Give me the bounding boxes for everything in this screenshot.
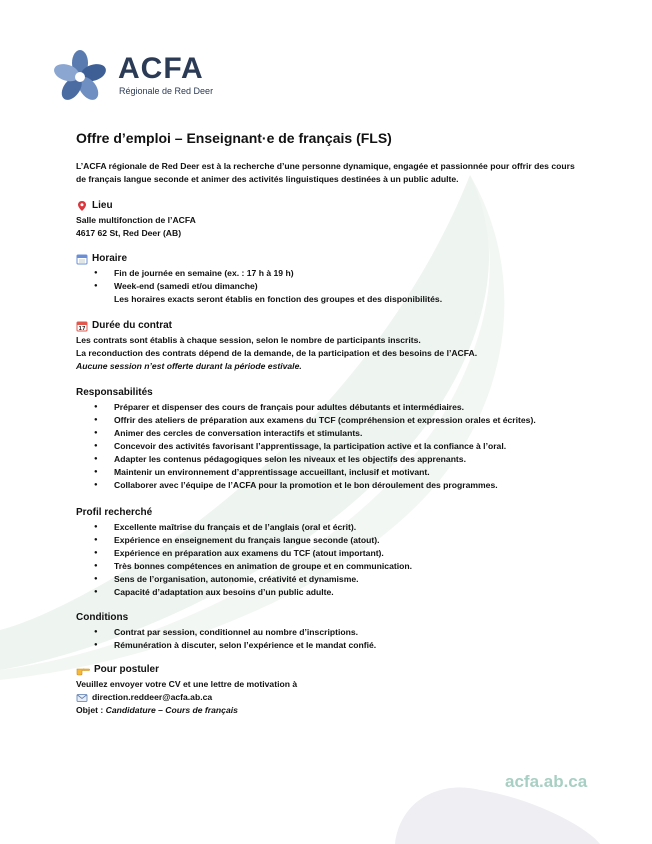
calendar-date-icon: [76, 320, 88, 332]
duree-line: Les contrats sont établis à chaque session, selon le nombre de participants inscrits.: [76, 335, 421, 345]
list-item: ● Adapter les contenus pédagogiques selon les niveaux et les objectifs des apprenants.: [76, 453, 536, 466]
list-item: ● Expérience en préparation aux examens du TCF (atout important).: [76, 547, 412, 560]
section-title-postuler: [76, 663, 297, 676]
horaire-list: [76, 267, 442, 293]
section-heading: Lieu: [92, 200, 113, 211]
section-profil: [76, 506, 412, 599]
list-item: ● Animer des cercles de conversation interactifs et stimulants.: [76, 427, 536, 440]
objet-row: [76, 704, 297, 717]
list-item: ● Collaborer avec l’équipe de l’ACFA pour la promotion et le bon déroulement des programmes.: [76, 479, 536, 492]
calendar-icon: [76, 253, 88, 265]
list-item: ● Excellente maîtrise du français et de l’anglais (oral et écrit).: [76, 521, 412, 534]
email-link[interactable]: direction.reddeer@acfa.ab.ca: [92, 692, 213, 702]
email-icon: [76, 692, 88, 704]
page-title: Offre d’emploi – Enseignant·e de français (FLS): [76, 130, 392, 146]
logo-wordmark: ACFA: [118, 52, 204, 85]
list-item: ● Sens de l’organisation, autonomie, créativité et dynamisme.: [76, 573, 412, 586]
section-responsabilites: [76, 386, 536, 492]
lieu-line: Salle multifonction de l’ACFA: [76, 215, 196, 225]
responsabilites-list: [76, 401, 536, 492]
list-item: ● Rémunération à discuter, selon l’expérience et le mandat confié.: [76, 639, 376, 652]
section-heading: Conditions: [76, 612, 129, 623]
duree-line: La reconduction des contrats dépend de la demande, de la participation et des besoins de l’ACFA.: [76, 348, 478, 358]
section-title-lieu: [76, 199, 196, 212]
svg-text:17: 17: [78, 325, 86, 332]
conditions-list: [76, 626, 376, 652]
duree-italic-note: Aucune session n’est offerte durant la période estivale.: [76, 361, 302, 371]
section-conditions: [76, 611, 376, 652]
section-heading: Responsabilités: [76, 387, 153, 398]
list-item: ● Week-end (samedi et/ou dimanche): [76, 280, 442, 293]
list-item: ● Très bonnes compétences en animation de groupe et en communication.: [76, 560, 412, 573]
list-item: ● Concevoir des activités favorisant l’apprentissage, la participation active et la confiance à l’oral.: [76, 440, 536, 453]
objet-value: Candidature – Cours de français: [105, 705, 238, 715]
section-heading: Profil recherché: [76, 507, 153, 518]
section-heading: Pour postuler: [94, 664, 160, 675]
intro-paragraph: L’ACFA régionale de Red Deer est à la recherche d’une personne dynamique, engagée et passionnée pour offrir des cours de français langue seconde et animer des activités linguistiques destinées à un public adulte.: [76, 161, 575, 184]
section-title-profil: [76, 506, 412, 519]
list-item: ● Contrat par session, conditionnel au nombre d’inscriptions.: [76, 626, 376, 639]
postuler-line: Veuillez envoyer votre CV et une lettre de motivation à: [76, 679, 298, 689]
pin-icon: [76, 200, 88, 212]
section-duree: [76, 319, 477, 373]
list-item: ● Offrir des ateliers de préparation aux examens du TCF (compréhension et expression orales et écrites).: [76, 414, 536, 427]
profil-list: [76, 521, 412, 599]
email-row: [76, 691, 297, 704]
list-item: ● Expérience en enseignement du français langue seconde (atout).: [76, 534, 412, 547]
section-postuler: [76, 663, 297, 717]
section-lieu: [76, 199, 196, 240]
horaire-note: Les horaires exacts seront établis en fonction des groupes et des disponibilités.: [114, 294, 443, 304]
section-title-conditions: [76, 611, 376, 624]
pointing-hand-icon: [76, 664, 90, 676]
section-title-duree: [76, 319, 477, 332]
section-heading: Durée du contrat: [92, 320, 173, 331]
acfa-flower-logo-icon: [52, 47, 112, 107]
list-item: ● Fin de journée en semaine (ex. : 17 h à 19 h): [76, 267, 442, 280]
list-item: ● Préparer et dispenser des cours de français pour adultes débutants et intermédiaires.: [76, 401, 536, 414]
section-title-horaire: [76, 252, 442, 265]
list-item: ● Maintenir un environnement d’apprentissage accueillant, inclusif et motivant.: [76, 466, 536, 479]
lieu-line: 4617 62 St, Red Deer (AB): [76, 228, 182, 238]
logo-subtitle: Régionale de Red Deer: [119, 86, 214, 96]
objet-label: Objet :: [76, 705, 104, 715]
list-item: ● Capacité d’adaptation aux besoins d’un public adulte.: [76, 586, 412, 599]
footer-website-url[interactable]: acfa.ab.ca: [505, 772, 588, 791]
section-heading: Horaire: [92, 253, 128, 264]
section-horaire: [76, 252, 442, 306]
section-title-responsabilites: [76, 386, 536, 399]
